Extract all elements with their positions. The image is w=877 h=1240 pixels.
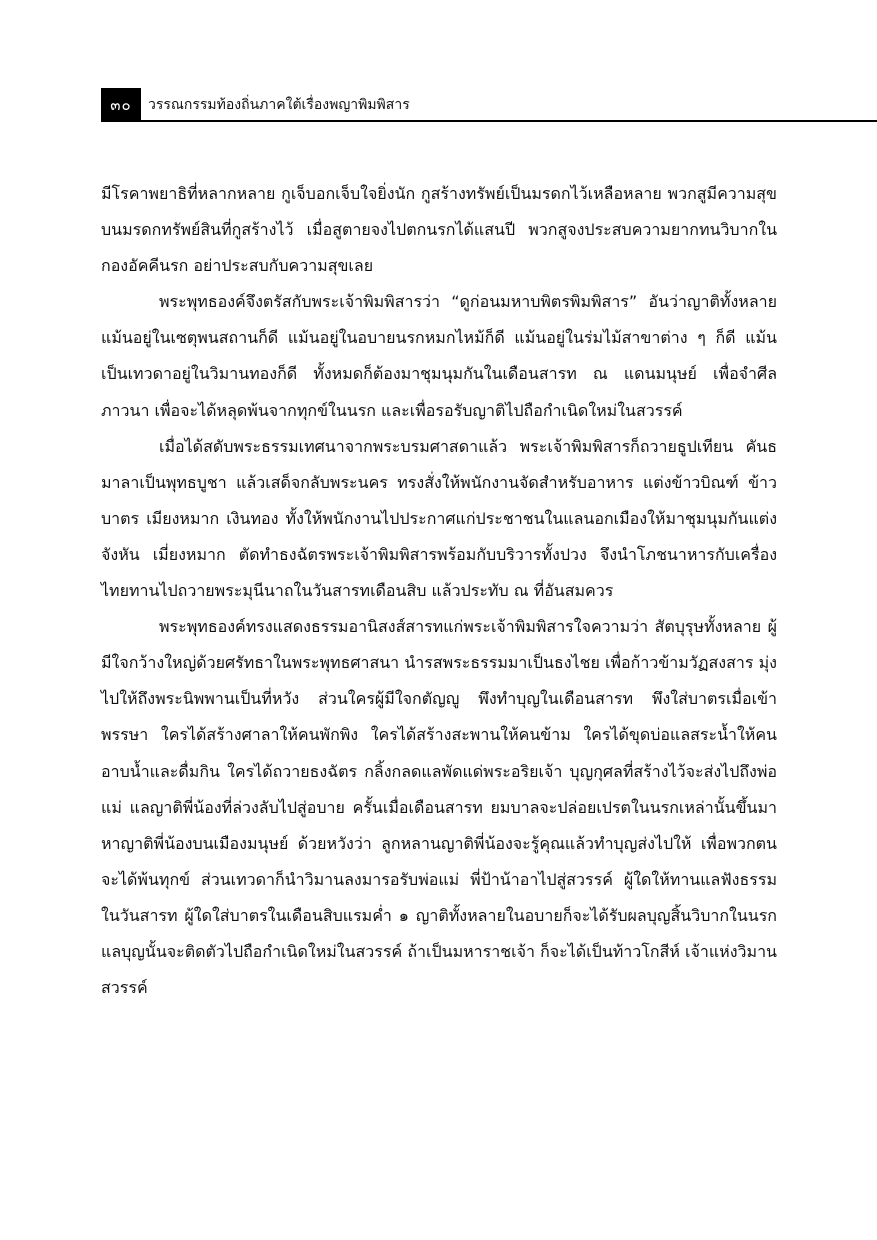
running-title: วรรณกรรมท้องถิ่นภาคใต้เรื่องพญาพิมพิสาร: [148, 97, 410, 113]
body-text: [101, 176, 777, 1006]
page-number: ๓๐: [101, 88, 141, 122]
header-rule: [101, 120, 877, 122]
paragraph-2: พระพุทธองค์จึงตรัสกับพระเจ้าพิมพิสารว่า “ดูก่อนมหาบพิตรพิมพิสาร” อันว่าญาติทั้งหลาย แม้นอยู่ในเซตุพนสถานก็ดี แม้นอยู่ในอบายนรกหมกไหม้ก็ดี แม้นอยู่ในร่มไม้สาขาต่าง ๆ ก็ดี แม้นเป็นเทวดาอยู่ในวิมานทองก็ดี ทั้งหมดก็ต้องมาชุมนุมกันในเดือนสารท ณ แดนมนุษย์ เพื่อจำศีลภาวนา เพื่อจะได้หลุดพ้นจากทุกข์ในนรก และเพื่อรอรับญาติไปถือกำเนิดใหม่ในสวรรค์: [101, 292, 777, 420]
paragraph-4: พระพุทธองค์ทรงแสดงธรรมอานิสงส์สารทแก่พระเจ้าพิมพิสารใจความว่า สัตบุรุษทั้งหลาย ผู้มีใจกว้างใหญ่ด้วยศรัทธาในพระพุทธศาสนา นำรสพระธรรมมาเป็นธงไชย เพื่อก้าวข้ามวัฏสงสาร มุ่งไปให้ถึงพระนิพพานเป็นที่หวัง ส่วนใครผู้มีใจกตัญญู พึงทำบุญในเดือนสารท พึงใส่บาตรเมื่อเข้าพรรษา ใครได้สร้างศาลาให้คนพักพิง ใครได้สร้างสะพานให้คนข้าม ใครได้ขุดบ่อแลสระน้ำให้คนอาบน้ำและดื่มกิน ใครได้ถวายธงฉัตร กลิ้งกลดแลพัดแด่พระอริยเจ้า บุญกุศลที่สร้างไว้จะส่งไปถึงพ่อแม่ แลญาติพี่น้องที่ล่วงลับไปสู่อบาย ครั้นเมื่อเดือนสารท ยมบาลจะปล่อยเปรตในนรกเหล่านั้นขึ้นมาหาญาติพี่น้องบนเมืองมนุษย์ ด้วยหวังว่า ลูกหลานญาติพี่น้องจะรู้คุณแล้วทำบุญส่งไปให้ เพื่อพวกตนจะได้พ้นทุกข์ ส่วนเทวดาก็นำวิมานลงมารอรับพ่อแม่ พี่ป้าน้าอาไปสู่สวรรค์ ผู้ใดให้ทานแลฟังธรรมในวันสารท ผู้ใดใส่บาตรในเดือนสิบแรมค่ำ ๑ ญาติทั้งหลายในอบายก็จะได้รับผลบุญสิ้นวิบากในนรก แลบุญนั้นจะติดตัวไปถือกำเนิดใหม่ในสวรรค์ ถ้าเป็นมหาราชเจ้า ก็จะได้เป็นท้าวโกสีห์ เจ้าแห่งวิมานสวรรค์: [101, 617, 777, 998]
paragraph-3: เมื่อได้สดับพระธรรมเทศนาจากพระบรมศาสดาแล้ว พระเจ้าพิมพิสารก็ถวายธูปเทียน คันธมาลาเป็นพุทธบูชา แล้วเสด็จกลับพระนคร ทรงสั่งให้พนักงานจัดสำหรับอาหาร แต่งข้าวบิณฑ์ ข้าวบาตร เมียงหมาก เงินทอง ทั้งให้พนักงานไปประกาศแก่ประชาชนในแลนอกเมืองให้มาชุมนุมกันแต่งจังหัน เมี่ยงหมาก ตัดทำธงฉัตรพระเจ้าพิมพิสารพร้อมกับบริวารทั้งปวง จึงนำโภชนาหารกับเครื่องไทยทานไปถวายพระมุนีนาถในวันสารทเดือนสิบ แล้วประทับ ณ ที่อันสมควร: [101, 436, 777, 601]
page-header: [101, 88, 877, 122]
paragraph-1: มีโรคาพยาธิที่หลากหลาย กูเจ็บอกเจ็บใจยิ่งนัก กูสร้างทรัพย์เป็นมรดกไว้เหลือหลาย พวกสูมีความสุขบนมรดกทรัพย์สินที่กูสร้างไว้ เมื่อสูตายจงไปตกนรกได้แสนปี พวกสูจงประสบความยากทนวิบากในกองอัคคีนรก อย่าประสบกับความสุขเลย: [101, 184, 777, 276]
